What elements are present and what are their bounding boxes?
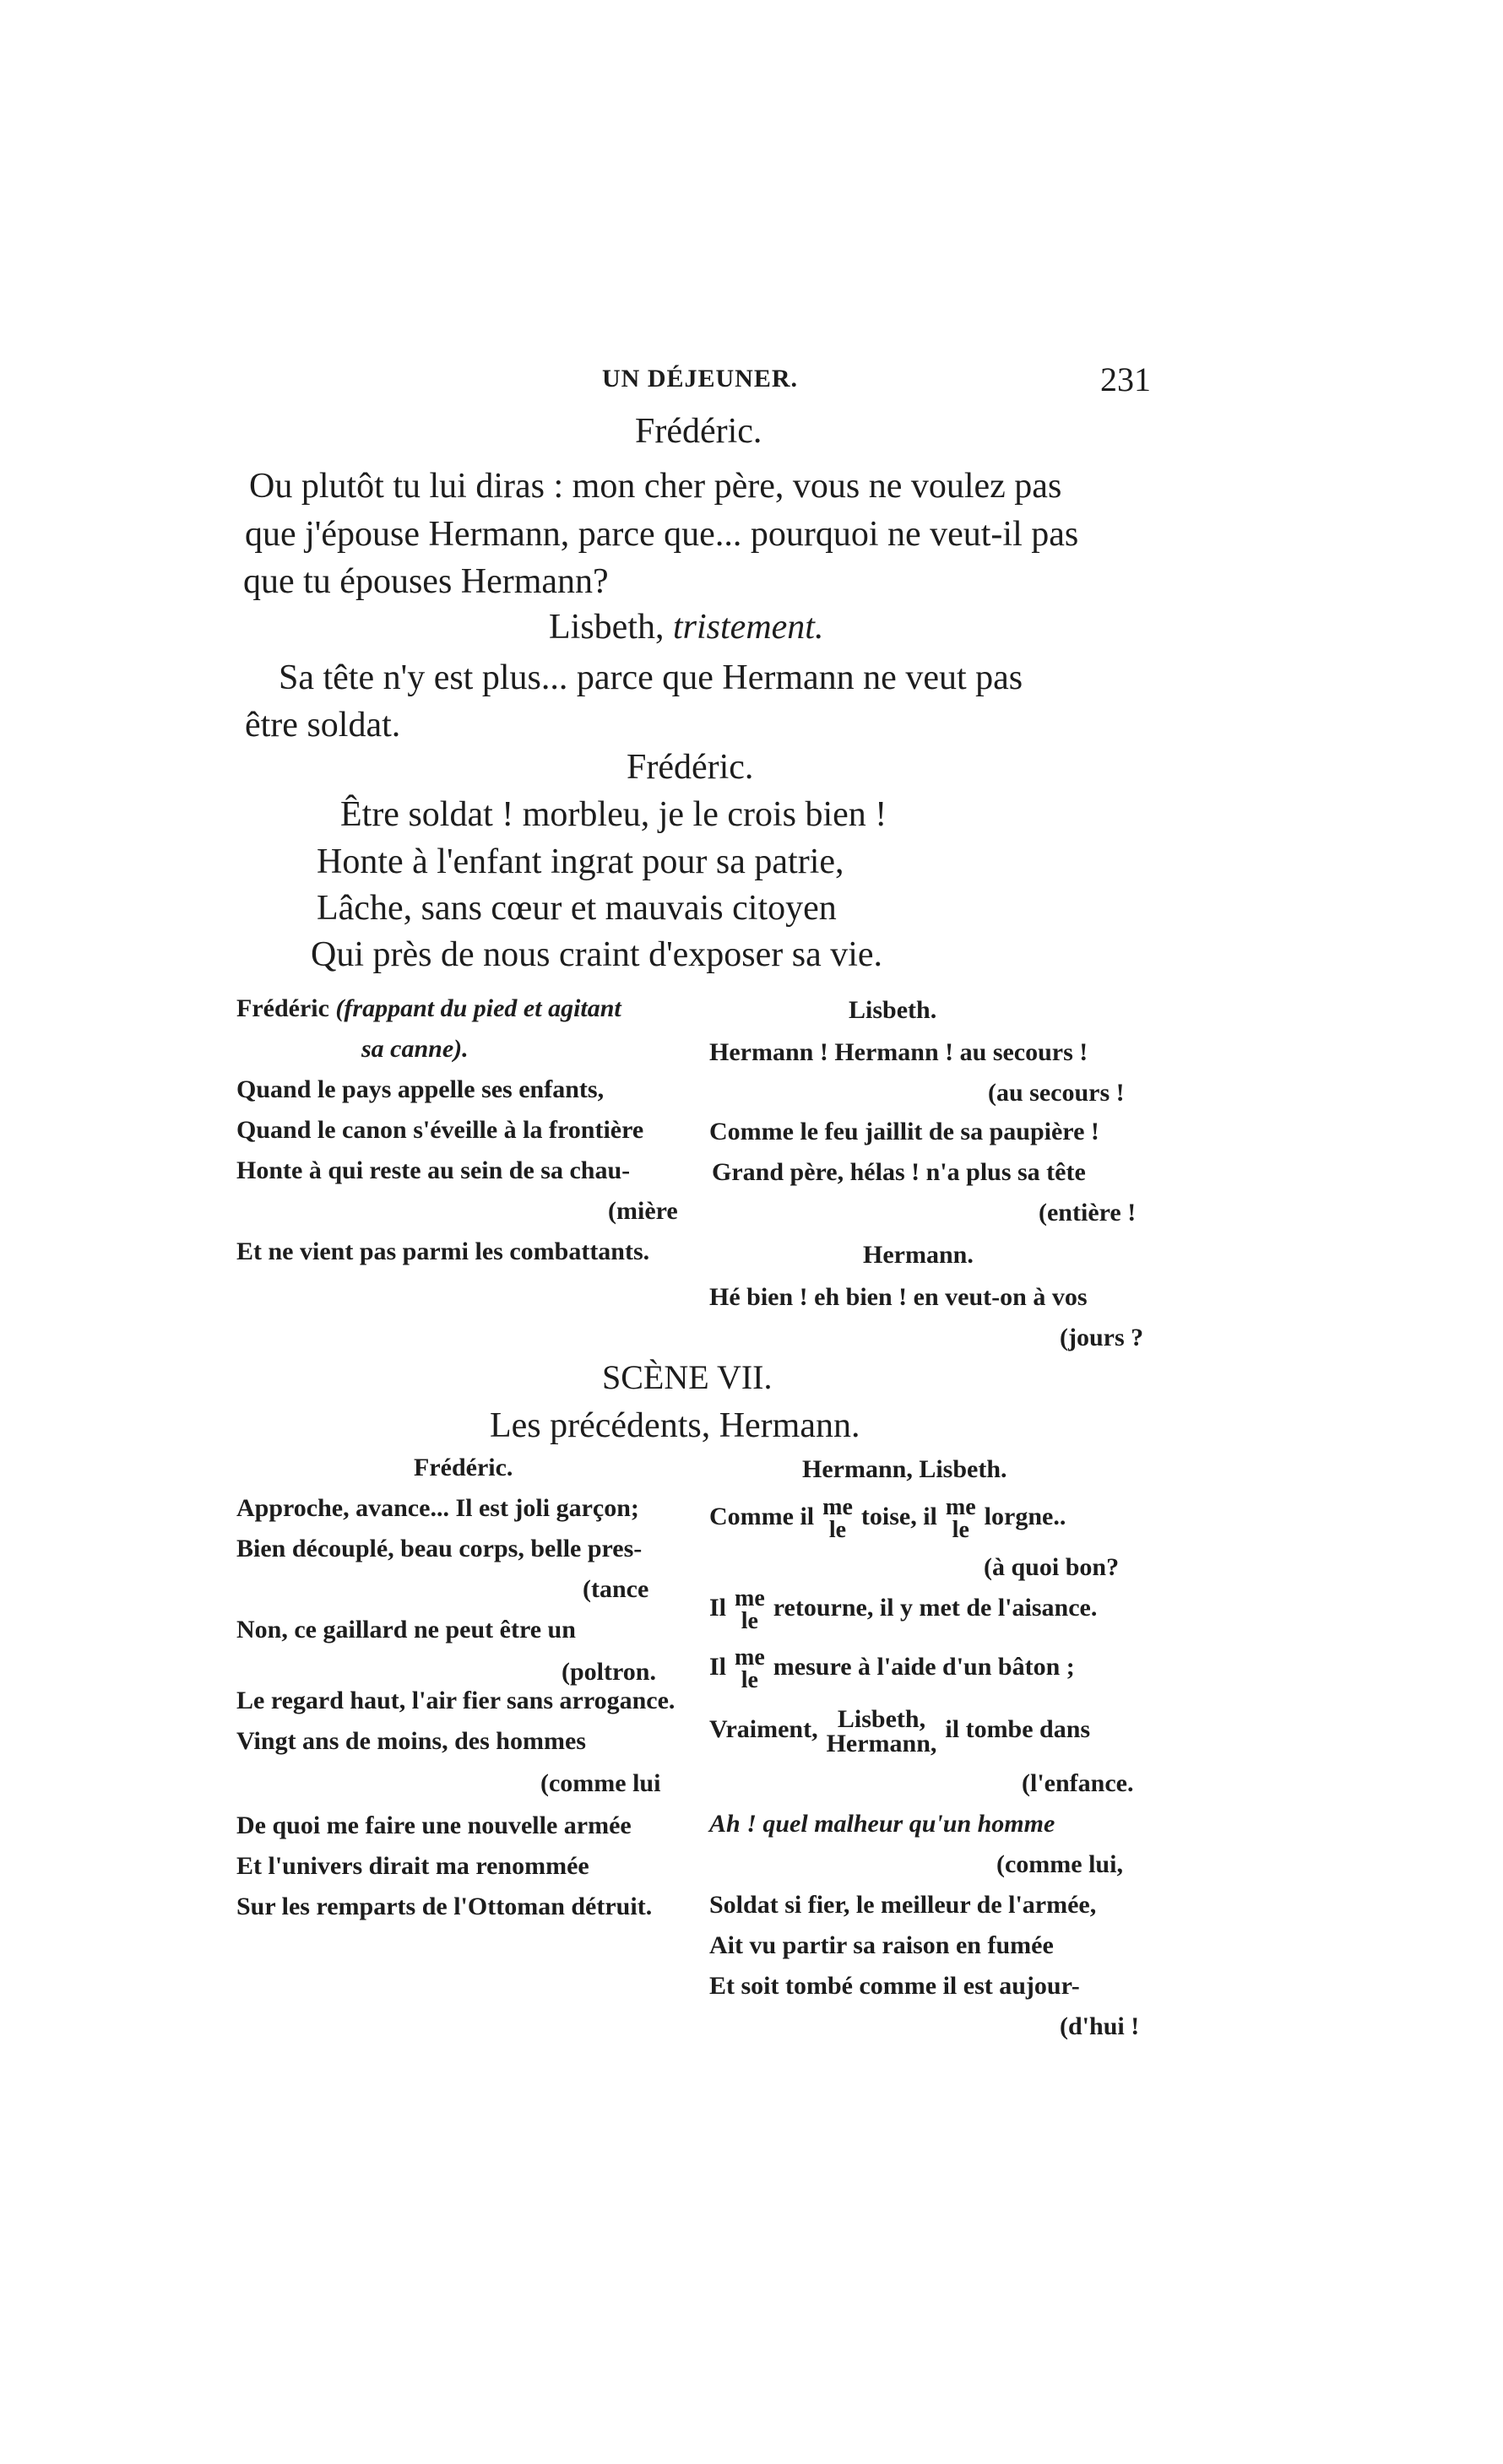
verse-line: Et soit tombé comme il est aujour- (709, 1972, 1080, 2000)
verse-line (709, 1646, 1075, 1692)
verse-line: Grand père, hélas ! n'a plus sa tête (712, 1158, 1086, 1186)
verse-line: (tance (583, 1575, 649, 1603)
speaker-lisbeth (549, 609, 823, 645)
speaker-lisbeth: Lisbeth. (849, 996, 937, 1024)
variant-lower: le (828, 1517, 847, 1543)
verse-line: Quand le canon s'éveille à la frontière (236, 1116, 644, 1144)
verse-line: Soldat si fier, le meilleur de l'armée, (709, 1891, 1097, 1919)
verse-line (709, 1707, 1090, 1756)
verse-line: (entière ! (1039, 1199, 1137, 1227)
verse-line: Approche, avance... Il est joli garçon; (236, 1494, 639, 1522)
verse-line: Non, ce gaillard ne peut être un (236, 1616, 576, 1644)
verse-line: Comme le feu jaillit de sa paupière ! (709, 1118, 1099, 1145)
verse-text: lorgne.. (984, 1502, 1066, 1530)
verse-line: Qui près de nous craint d'exposer sa vie. (311, 935, 883, 974)
verse-line: (comme lui, (996, 1850, 1123, 1878)
verse-line: (l'enfance. (1022, 1769, 1134, 1797)
speaker-frederic: Frédéric. (627, 748, 754, 787)
verse-line: (d'hui ! (1060, 2012, 1140, 2040)
verse-line: (jours ? (1060, 1324, 1144, 1351)
variant-lower: le (741, 1667, 758, 1693)
variant-stack (735, 1587, 765, 1633)
scene-title: SCÈNE VII. (602, 1358, 773, 1396)
stage-heading-frederic (236, 996, 621, 1021)
prose-line: Sa tête n'y est plus... parce que Hermann ne veut pas (279, 658, 1023, 697)
verse-line: Sur les remparts de l'Ottoman détruit. (236, 1893, 653, 1920)
verse-text: Il (709, 1652, 727, 1681)
verse-text: Vraiment, (709, 1714, 818, 1743)
verse-line: (comme lui (540, 1769, 661, 1797)
verse-line: (mière (608, 1197, 678, 1225)
verse-text: Comme il (709, 1502, 815, 1530)
variant-upper: Lisbeth, (837, 1705, 926, 1733)
variant-lower: le (741, 1608, 758, 1634)
verse-line (709, 1496, 1066, 1541)
running-header: UN DÉJEUNER. (602, 365, 799, 393)
speaker-hermann-lisbeth: Hermann, Lisbeth. (802, 1455, 1007, 1483)
variant-upper: me (945, 1494, 976, 1520)
verse-text: Il (709, 1593, 727, 1622)
stage-direction: sa canne). (361, 1035, 469, 1063)
verse-line: Vingt ans de moins, des hommes (236, 1727, 586, 1755)
stage-direction: (frappant du pied et agitant (335, 994, 621, 1022)
verse-line: Honte à l'enfant ingrat pour sa patrie, (317, 842, 844, 881)
prose-line: que j'épouse Hermann, parce que... pourquoi ne veut-il pas (245, 515, 1079, 554)
verse-line: Honte à qui reste au sein de sa chau- (236, 1156, 631, 1184)
variant-lower: le (952, 1517, 969, 1543)
speaker-name: Frédéric (236, 994, 329, 1022)
verse-line: (à quoi bon? (984, 1553, 1120, 1581)
verse-line: (poltron. (562, 1658, 656, 1686)
variant-lower: Hermann, (826, 1730, 937, 1757)
verse-line: Hermann ! Hermann ! au secours ! (709, 1038, 1088, 1066)
verse-text: retourne, il y met de l'aisance. (773, 1593, 1098, 1622)
verse-text: toise, il (860, 1502, 937, 1530)
verse-line: Ait vu partir sa raison en fumée (709, 1931, 1054, 1959)
verse-line: Hé bien ! eh bien ! en veut-on à vos (709, 1283, 1088, 1311)
verse-text: mesure à l'aide d'un bâton ; (773, 1652, 1075, 1681)
verse-line: Et ne vient pas parmi les combattants. (236, 1237, 650, 1265)
verse-line: (au secours ! (988, 1079, 1125, 1107)
verse-line: Et l'univers dirait ma renommée (236, 1852, 589, 1880)
variant-stack (827, 1707, 937, 1756)
verse-line: Être soldat ! morbleu, je le crois bien ! (340, 795, 887, 834)
speaker-name: Lisbeth, (549, 608, 665, 647)
verse-text: il tombe dans (945, 1714, 1091, 1743)
scene-subtitle: Les précédents, Hermann. (490, 1406, 860, 1445)
variant-stack (946, 1496, 976, 1541)
variant-stack (735, 1646, 765, 1692)
verse-line: Quand le pays appelle ses enfants, (236, 1075, 605, 1103)
variant-upper: me (735, 1644, 765, 1671)
verse-line: Bien découplé, beau corps, belle pres- (236, 1535, 643, 1562)
verse-line (709, 1587, 1097, 1633)
prose-line: Ou plutôt tu lui diras : mon cher père, vous ne voulez pas (249, 467, 1062, 506)
variant-upper: me (822, 1494, 853, 1520)
variant-stack (822, 1496, 853, 1541)
speaker-frederic: Frédéric. (414, 1454, 513, 1481)
page-number: 231 (1100, 360, 1151, 398)
speaker-hermann: Hermann. (863, 1241, 974, 1269)
verse-text: Ah ! quel malheur qu'un homme (709, 1810, 1055, 1838)
variant-upper: me (735, 1585, 765, 1611)
verse-line: Le regard haut, l'air fier sans arrogance. (236, 1687, 676, 1714)
verse-line (709, 1811, 1055, 1837)
stage-direction: tristement. (672, 608, 824, 647)
prose-line: que tu épouses Hermann? (243, 562, 609, 601)
speaker-frederic: Frédéric. (635, 412, 762, 451)
verse-line: De quoi me faire une nouvelle armée (236, 1811, 632, 1839)
verse-line: Lâche, sans cœur et mauvais citoyen (317, 889, 837, 928)
prose-line: être soldat. (245, 706, 401, 745)
